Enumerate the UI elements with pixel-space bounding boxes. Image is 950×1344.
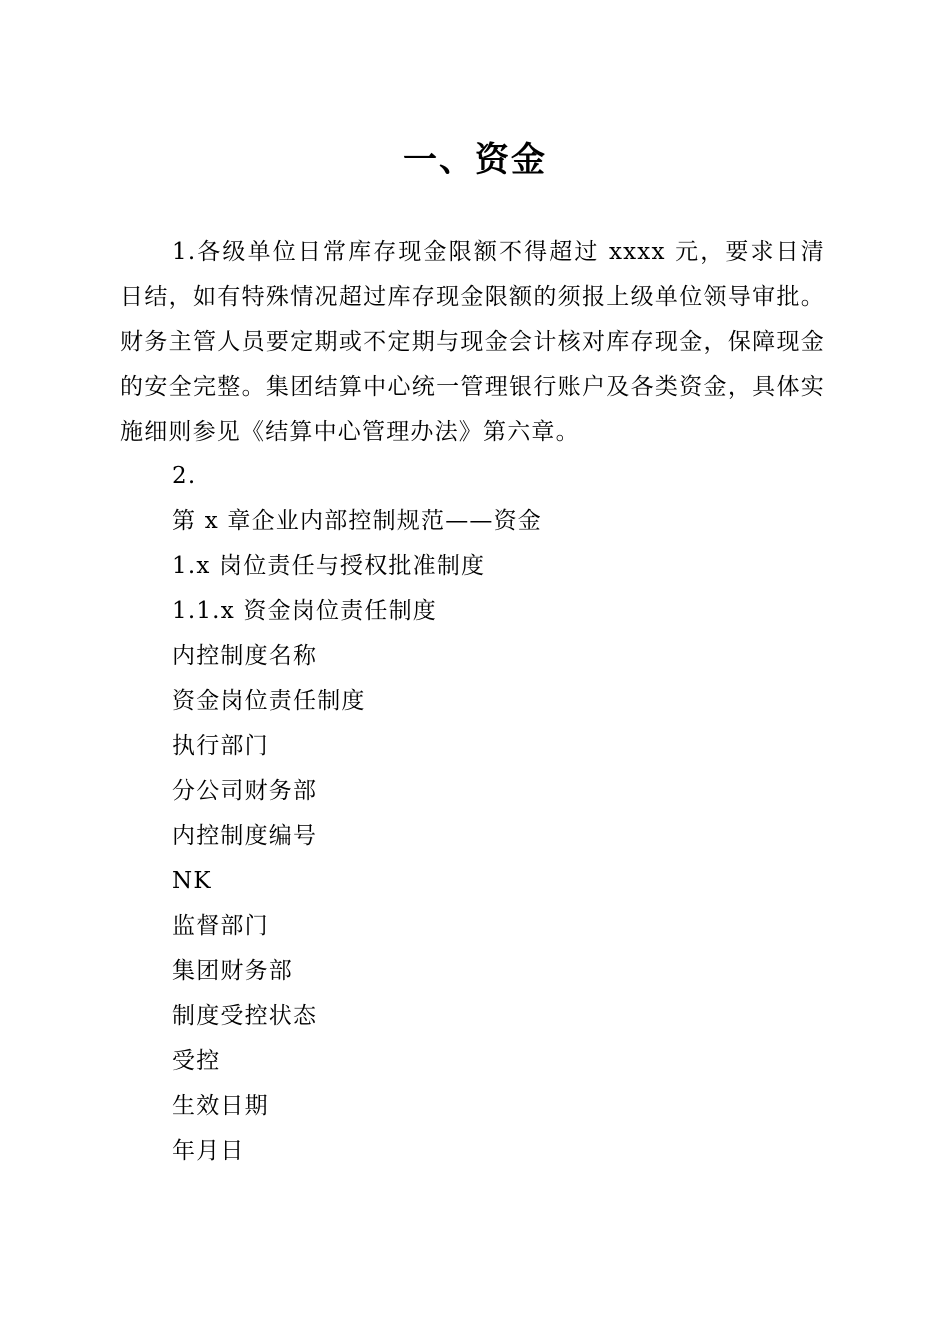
document-title: 一、资金 [403,140,547,180]
field-label-supervising-dept: 监督部门 [172,913,269,939]
field-value-control-status: 受控 [172,1048,221,1074]
document-lines [172,454,822,1174]
field-value-executing-dept: 分公司财务部 [172,778,318,804]
field-label-policy-number: 内控制度编号 [172,823,318,849]
field-label-policy-name: 内控制度名称 [172,643,318,669]
field-label-effective-date: 生效日期 [172,1093,269,1119]
field-value-effective-date: 年月日 [172,1138,245,1164]
chapter-heading: 第 x 章企业内部控制规范——资金 [172,508,542,534]
field-value-policy-name: 资金岗位责任制度 [172,688,366,714]
line-item-number: 2. [172,463,197,489]
section-heading: 1.x 岗位责任与授权批准制度 [172,553,486,579]
paragraph-cash-limit: 1.各级单位日常库存现金限额不得超过 xxxx 元，要求日清日结，如有特殊情况超过库存现金限额的须报上级单位领导审批。财务主管人员要定期或不定期与现金会计核对库存现金，保障现金的安全完整。集团结算中心统一管理银行账户及各类资金，具体实施细则参见《结算中心管理办法》第六章。 [120,239,825,445]
field-label-executing-dept: 执行部门 [172,733,269,759]
field-value-policy-number: NK [172,868,212,894]
field-value-supervising-dept: 集团财务部 [172,958,293,984]
subsection-heading: 1.1.x 资金岗位责任制度 [172,598,437,624]
field-label-control-status: 制度受控状态 [172,1003,318,1029]
